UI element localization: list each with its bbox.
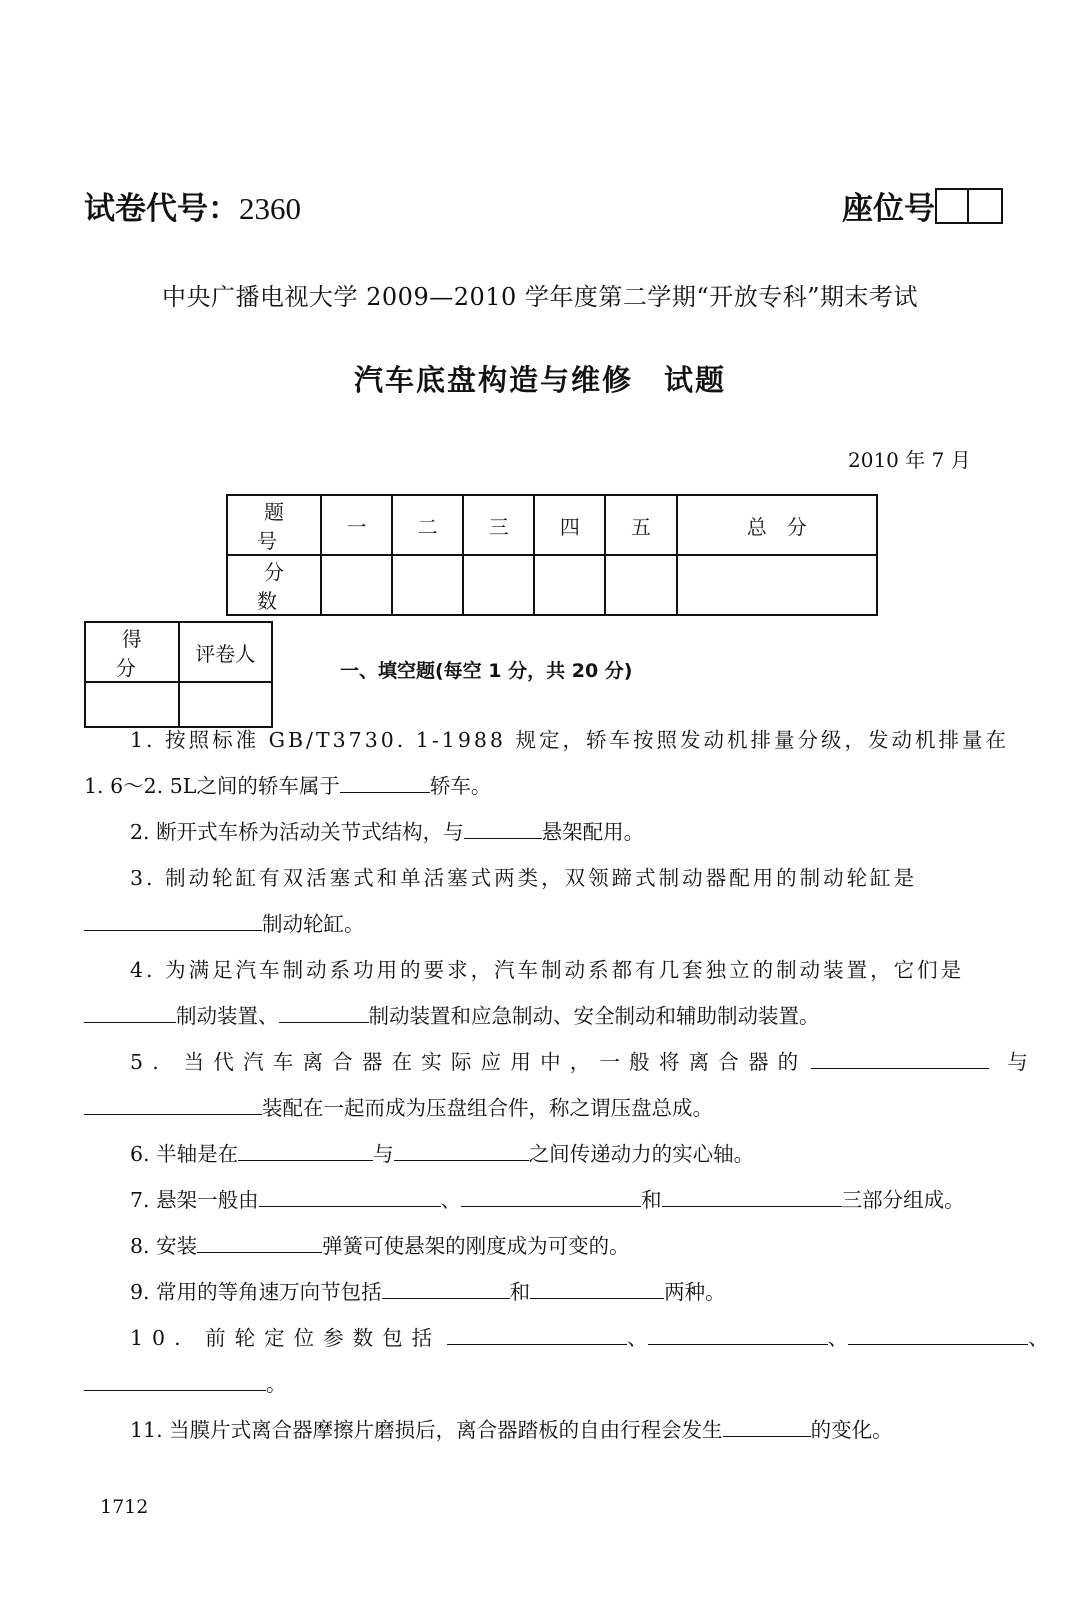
blank-q4-2[interactable] xyxy=(279,1004,369,1023)
question-3-line-2: 制动轮缸。 xyxy=(84,911,365,938)
question-10-line-1: 10. 前轮定位参数包括 、 、 、 xyxy=(130,1326,1049,1350)
blank-q10-3[interactable] xyxy=(848,1326,1028,1345)
score-table-header-label: 题 号 xyxy=(227,495,321,555)
question-6: 6. 半轴是在 与 之间传递动力的实心轴。 xyxy=(130,1142,755,1166)
seat-box-2[interactable] xyxy=(969,188,1003,224)
page-number: 1712 xyxy=(100,1496,149,1518)
seat-number xyxy=(842,183,1003,228)
blank-q2[interactable] xyxy=(464,820,542,839)
blank-q7-2[interactable] xyxy=(461,1188,641,1207)
blank-q5-2[interactable] xyxy=(84,1096,262,1115)
question-9: 9. 常用的等角速万向节包括 和 两种。 xyxy=(130,1280,726,1304)
question-5-line-1: 5. 当代汽车离合器在实际应用中，一般将离合器的 与 xyxy=(130,1050,1028,1074)
exam-title: 汽车底盘构造与维修 试题 xyxy=(353,363,726,397)
question-8: 8. 安装 弹簧可使悬架的刚度成为可变的。 xyxy=(130,1234,630,1258)
score-cell-4[interactable] xyxy=(534,555,605,615)
blank-q8[interactable] xyxy=(197,1234,322,1253)
score-table-score-row xyxy=(227,555,877,615)
score-table-col-1: 一 xyxy=(321,495,392,555)
score-cell-3[interactable] xyxy=(463,555,534,615)
blank-q11[interactable] xyxy=(723,1418,811,1437)
question-7: 7. 悬架一般由 、 和 三部分组成。 xyxy=(130,1188,965,1212)
seat-label: 座位号 xyxy=(842,191,935,227)
paper-code xyxy=(84,183,301,228)
grader-label: 评卷人 xyxy=(179,622,273,682)
section-title: 一、填空题(每空 1 分，共 20 分) xyxy=(340,660,633,682)
score-table-col-4: 四 xyxy=(534,495,605,555)
score-cell-total[interactable] xyxy=(677,555,877,615)
score-table-score-label: 分 数 xyxy=(227,555,321,615)
score-table-col-2: 二 xyxy=(392,495,463,555)
grader-score-cell[interactable] xyxy=(85,682,179,727)
score-table-header-row xyxy=(227,495,877,555)
exam-date: 2010 年 7 月 xyxy=(848,448,971,472)
question-4-line-2: 制动装置、 制动装置和应急制动、安全制动和辅助制动装置。 xyxy=(84,1003,820,1030)
score-table-col-3: 三 xyxy=(463,495,534,555)
blank-q6-1[interactable] xyxy=(238,1142,373,1161)
blank-q9-1[interactable] xyxy=(382,1280,510,1299)
blank-q10-2[interactable] xyxy=(648,1326,828,1345)
blank-q6-2[interactable] xyxy=(394,1142,529,1161)
blank-q4-1[interactable] xyxy=(84,1004,176,1023)
blank-q1[interactable] xyxy=(340,774,430,793)
blank-q10-4[interactable] xyxy=(84,1372,266,1391)
blank-q5-1[interactable] xyxy=(811,1050,989,1069)
grader-name-cell[interactable] xyxy=(179,682,273,727)
question-5-line-2: 装配在一起而成为压盘组合件，称之谓压盘总成。 xyxy=(84,1095,713,1122)
score-table xyxy=(226,494,878,616)
exam-line: 中央广播电视大学 2009—2010 学年度第二学期“开放专科”期末考试 xyxy=(162,283,918,311)
blank-q7-3[interactable] xyxy=(662,1188,842,1207)
blank-q10-1[interactable] xyxy=(447,1326,627,1345)
paper-code-label: 试卷代号： xyxy=(84,191,239,227)
question-3-line-1: 3. 制动轮缸有双活塞式和单活塞式两类，双领蹄式制动器配用的制动轮缸是 xyxy=(130,866,918,890)
grader-table xyxy=(84,621,273,728)
blank-q9-2[interactable] xyxy=(530,1280,664,1299)
grader-score-label: 得 分 xyxy=(85,622,179,682)
seat-box-1[interactable] xyxy=(935,188,969,224)
score-cell-5[interactable] xyxy=(605,555,676,615)
score-cell-2[interactable] xyxy=(392,555,463,615)
question-4-line-1: 4. 为满足汽车制动系功用的要求，汽车制动系都有几套独立的制动装置，它们是 xyxy=(130,958,965,982)
blank-q7-1[interactable] xyxy=(259,1188,441,1207)
blank-q3[interactable] xyxy=(84,912,262,931)
question-11: 11. 当膜片式离合器摩擦片磨损后，离合器踏板的自由行程会发生 的变化。 xyxy=(130,1418,893,1442)
question-10-line-2: 。 xyxy=(84,1371,287,1398)
score-table-col-total: 总 分 xyxy=(677,495,877,555)
paper-code-value: 2360 xyxy=(239,191,301,226)
score-table-col-5: 五 xyxy=(605,495,676,555)
question-1-line-2: 1. 6～2. 5L之间的轿车属于 轿车。 xyxy=(84,774,492,798)
question-2: 2. 断开式车桥为活动关节式结构，与 悬架配用。 xyxy=(130,820,645,844)
question-1-line-1: 1. 按照标准 GB/T3730. 1-1988 规定，轿车按照发动机排量分级，发动机排量在 xyxy=(130,728,1009,752)
